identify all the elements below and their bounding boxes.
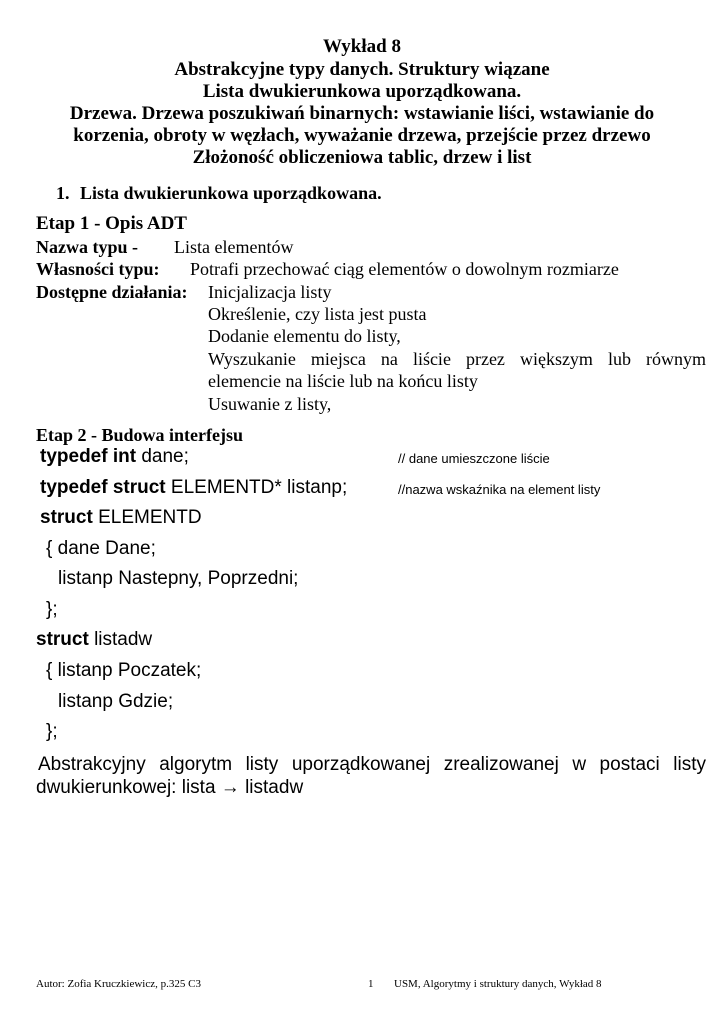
code-line-struct-listadw (36, 629, 152, 651)
code-line: { listanp Poczatek; (46, 660, 202, 681)
title-line-5: Złożoność obliczeniowa tablic, drzew i list (192, 147, 532, 168)
stage1-heading: Etap 1 - Opis ADT (36, 213, 187, 234)
summary-line-1: Abstrakcyjny algorytm listy uporządkowanej zrealizowanej w postaci listy (38, 754, 706, 775)
code-comment: //nazwa wskaźnika na element listy (398, 482, 601, 497)
operations-label: Dostępne działania: (36, 282, 188, 302)
code-keyword: struct (40, 507, 93, 528)
title-line-1: Abstrakcyjne typy danych. Struktury wiązane (174, 59, 550, 80)
code-line: listanp Gdzie; (58, 691, 174, 712)
code-keyword: typedef struct (40, 477, 166, 498)
code-text: ELEMENTD (92, 507, 202, 528)
section-number: 1. (56, 183, 70, 203)
type-name-value: Lista elementów (174, 237, 294, 257)
section-title: Lista dwukierunkowa uporządkowana. (80, 183, 382, 203)
operation-item: elemencie na liście lub na końcu listy (208, 371, 478, 391)
code-comment: // dane umieszczone liście (398, 451, 550, 466)
code-text: dane; (136, 446, 189, 467)
code-line-typedef-struct (40, 477, 347, 499)
code-line: listanp Nastepny, Poprzedni; (58, 568, 299, 589)
code-text: ELEMENTD* listanp; (165, 477, 348, 498)
operation-item: Usuwanie z listy, (208, 394, 332, 414)
operation-item: Wyszukanie miejsca na liście przez większym lub równym (208, 349, 706, 369)
footer-page-number: 1 (368, 978, 374, 990)
operation-item: Określenie, czy lista jest pusta (208, 304, 427, 324)
properties-value: Potrafi przechować ciąg elementów o dowolnym rozmiarze (190, 259, 619, 279)
operation-item: Inicjalizacja listy (208, 282, 332, 302)
code-keyword: struct (36, 629, 89, 650)
code-line: { dane Dane; (46, 538, 156, 559)
type-name-label: Nazwa typu - (36, 237, 138, 257)
code-keyword: typedef int (40, 446, 137, 467)
title-line-2: Lista dwukierunkowa uporządkowana. (202, 81, 522, 102)
properties-label: Własności typu: (36, 259, 160, 279)
operation-item: Dodanie elementu do listy, (208, 326, 401, 346)
code-line: }; (46, 599, 58, 620)
code-line-struct-elementd (40, 507, 202, 529)
summary-line-2: dwukierunkowej: lista → listadw (36, 777, 304, 798)
footer-author: Autor: Zofia Kruczkiewicz, p.325 C3 (36, 978, 201, 990)
code-text: listadw (88, 629, 153, 650)
title-line-4: korzenia, obroty w węzłach, wyważanie drzewa, przejście przez drzewo (73, 125, 651, 146)
stage2-heading: Etap 2 - Budowa interfejsu (36, 425, 244, 445)
lecture-number: Wykład 8 (323, 36, 401, 57)
footer-course: USM, Algorytmy i struktury danych, Wykład 8 (394, 978, 602, 990)
title-line-3: Drzewa. Drzewa poszukiwań binarnych: wstawianie liści, wstawianie do (69, 103, 655, 124)
code-line-typedef-int (40, 446, 189, 468)
code-line: }; (46, 721, 58, 742)
